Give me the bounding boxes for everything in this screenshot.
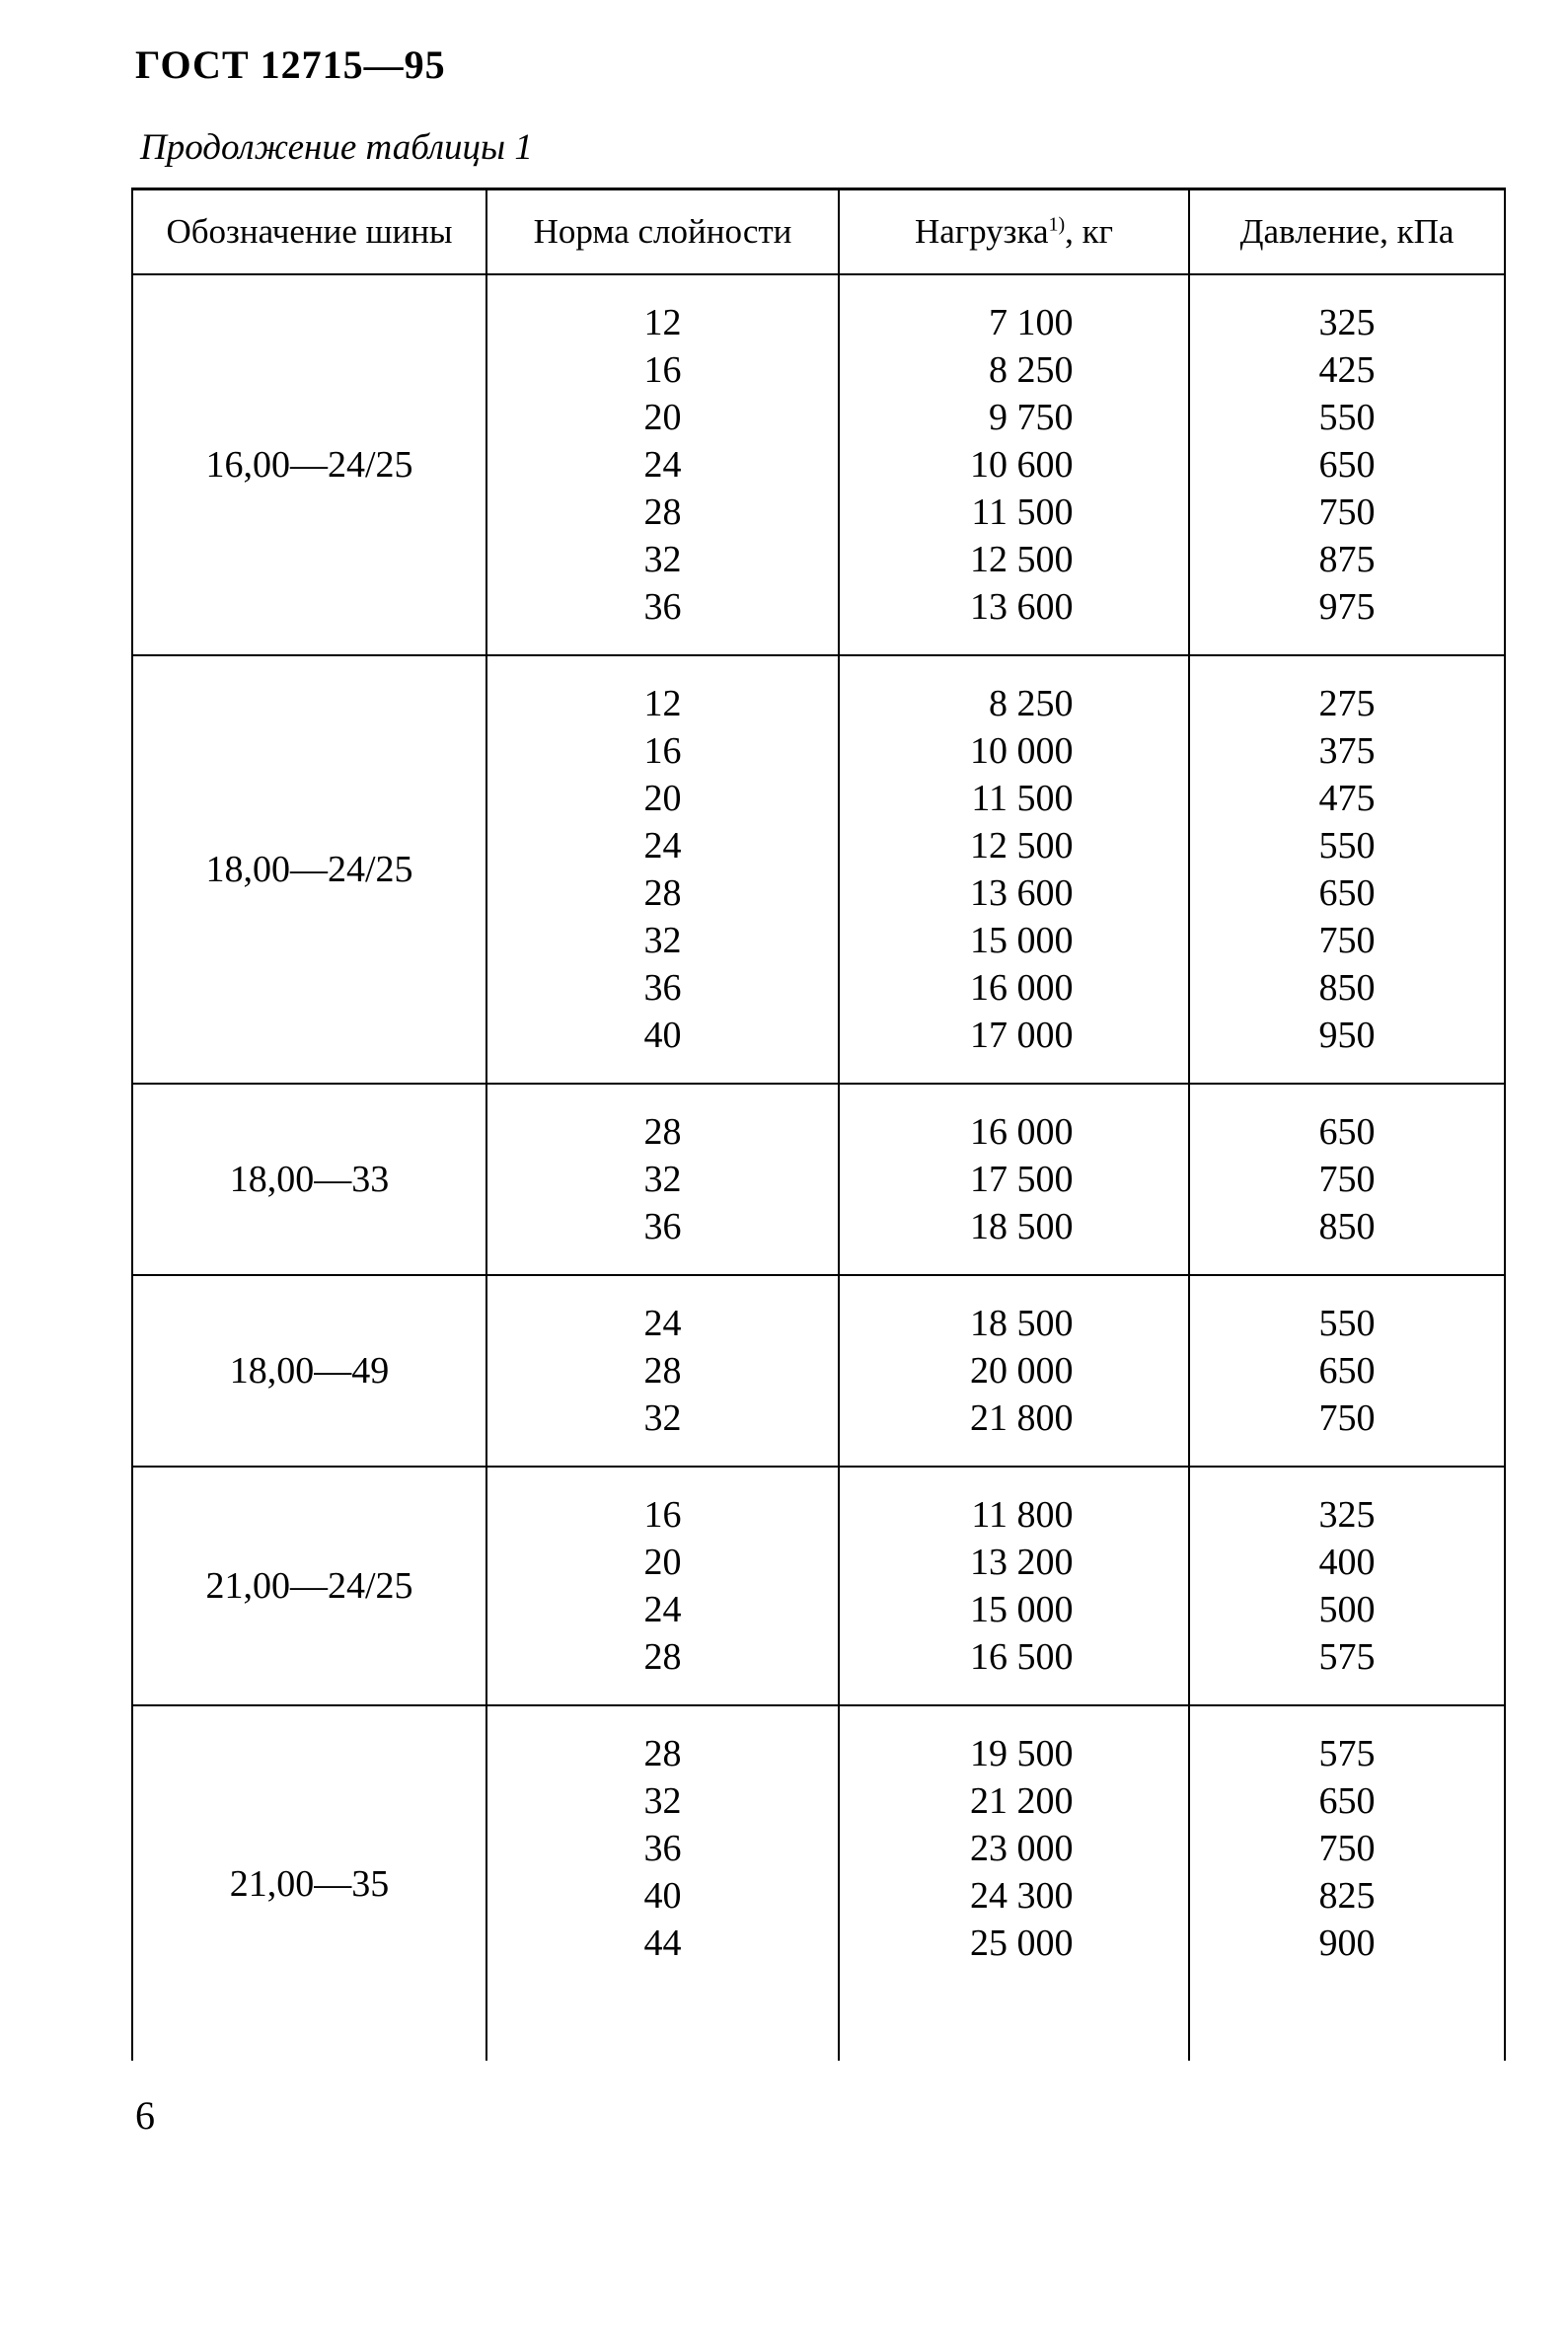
load-value: 12 500 <box>970 825 1074 867</box>
ply-rating-value: 28 <box>643 1636 682 1678</box>
pressure-value: 750 <box>1318 1159 1376 1200</box>
ply-rating-value: 24 <box>643 1589 682 1630</box>
pressure-value: 325 <box>1318 302 1376 343</box>
load-value: 16 000 <box>970 967 1074 1009</box>
load-value: 18 500 <box>970 1206 1074 1247</box>
load-value-cell <box>839 655 1189 1084</box>
load-footnote-ref: 1) <box>1048 213 1066 236</box>
pressure-value: 550 <box>1318 825 1376 867</box>
load-value: 13 600 <box>970 586 1074 628</box>
load-value: 15 000 <box>970 920 1074 961</box>
pressure-value: 650 <box>1318 1111 1376 1153</box>
ply-rating-value: 36 <box>643 967 682 1009</box>
table-continuation-caption: Продолжение таблицы 1 <box>140 127 533 168</box>
pressure-value-cell <box>1189 655 1505 1084</box>
load-value: 12 500 <box>970 539 1074 580</box>
ply-rating-value: 44 <box>643 1922 682 1964</box>
load-value-cell <box>839 1467 1189 1705</box>
pressure-value: 575 <box>1318 1636 1376 1678</box>
pressure-value: 375 <box>1318 730 1376 772</box>
load-value: 23 000 <box>970 1828 1074 1869</box>
load-value: 8 250 <box>989 683 1074 724</box>
ply-rating-value: 32 <box>643 1780 682 1822</box>
standard-number: ГОСТ 12715—95 <box>135 42 446 87</box>
ply-rating-value: 40 <box>643 1875 682 1917</box>
pressure-value: 850 <box>1318 967 1376 1009</box>
ply-rating-value: 36 <box>643 586 682 628</box>
tire-group-row <box>132 1084 1505 1275</box>
load-value-cell <box>839 274 1189 655</box>
load-value: 19 500 <box>970 1733 1074 1774</box>
pressure-value: 650 <box>1318 1350 1376 1392</box>
tire-group-row <box>132 1705 1505 2061</box>
tire-group-row <box>132 655 1505 1084</box>
tire-designation-cell: 18,00—24/25 <box>132 655 486 1084</box>
tire-designation-cell: 18,00—33 <box>132 1084 486 1275</box>
ply-rating-value: 20 <box>643 1542 682 1583</box>
pressure-value: 875 <box>1318 539 1376 580</box>
load-value: 13 200 <box>970 1542 1074 1583</box>
ply-rating-value: 28 <box>643 1350 682 1392</box>
load-value: 25 000 <box>970 1922 1074 1964</box>
col-header-pressure: Давление, кПа <box>1189 189 1505 275</box>
ply-rating-value-cell <box>486 1467 839 1705</box>
load-value: 10 000 <box>970 730 1074 772</box>
col-header-load <box>839 189 1189 275</box>
pressure-value: 650 <box>1318 1780 1376 1822</box>
pressure-value-cell <box>1189 274 1505 655</box>
pressure-value: 750 <box>1318 491 1376 533</box>
pressure-value: 425 <box>1318 349 1376 391</box>
pressure-value: 500 <box>1318 1589 1376 1630</box>
pressure-value: 550 <box>1318 1303 1376 1344</box>
load-label: Нагрузка <box>914 212 1049 251</box>
tire-designation-cell: 21,00—35 <box>132 1705 486 2061</box>
load-value: 11 500 <box>971 491 1074 533</box>
ply-rating-value: 36 <box>643 1206 682 1247</box>
ply-rating-value: 32 <box>643 920 682 961</box>
load-value: 16 000 <box>970 1111 1074 1153</box>
load-value: 18 500 <box>970 1303 1074 1344</box>
ply-rating-value: 12 <box>643 683 682 724</box>
ply-rating-value: 28 <box>643 1733 682 1774</box>
load-value-cell <box>839 1084 1189 1275</box>
pressure-value: 850 <box>1318 1206 1376 1247</box>
ply-rating-value-cell <box>486 1705 839 2061</box>
load-value: 21 200 <box>970 1780 1074 1822</box>
ply-rating-value: 12 <box>643 302 682 343</box>
load-value: 20 000 <box>970 1350 1074 1392</box>
load-value: 21 800 <box>970 1397 1074 1439</box>
pressure-value: 950 <box>1318 1015 1376 1056</box>
ply-rating-value: 28 <box>643 491 682 533</box>
col-header-designation: Обозначение шины <box>132 189 486 275</box>
pressure-value-cell <box>1189 1467 1505 1705</box>
load-value: 10 600 <box>970 444 1074 486</box>
pressure-value: 575 <box>1318 1733 1376 1774</box>
ply-rating-value: 32 <box>643 1159 682 1200</box>
ply-rating-value-cell <box>486 274 839 655</box>
page-number: 6 <box>135 2093 155 2138</box>
load-value: 8 250 <box>989 349 1074 391</box>
tire-designation-cell: 16,00—24/25 <box>132 274 486 655</box>
pressure-value: 900 <box>1318 1922 1376 1964</box>
pressure-value: 825 <box>1318 1875 1376 1917</box>
tire-group-row <box>132 1275 1505 1467</box>
pressure-value: 275 <box>1318 683 1376 724</box>
ply-rating-value: 24 <box>643 1303 682 1344</box>
load-value-cell <box>839 1275 1189 1467</box>
ply-rating-value: 20 <box>643 397 682 438</box>
pressure-value: 400 <box>1318 1542 1376 1583</box>
table-header-row <box>132 189 1505 275</box>
pressure-value-cell <box>1189 1705 1505 2061</box>
ply-rating-value: 32 <box>643 1397 682 1439</box>
tire-designation-cell: 21,00—24/25 <box>132 1467 486 1705</box>
load-value: 11 800 <box>971 1494 1074 1536</box>
load-unit: , кг <box>1065 212 1114 251</box>
load-value: 13 600 <box>970 872 1074 914</box>
pressure-value: 550 <box>1318 397 1376 438</box>
pressure-value: 750 <box>1318 1397 1376 1439</box>
ply-rating-value: 40 <box>643 1015 682 1056</box>
ply-rating-value: 36 <box>643 1828 682 1869</box>
pressure-value-cell <box>1189 1084 1505 1275</box>
pressure-value: 650 <box>1318 872 1376 914</box>
ply-rating-value: 16 <box>643 730 682 772</box>
ply-rating-value: 16 <box>643 349 682 391</box>
ply-rating-value: 24 <box>643 444 682 486</box>
col-header-ply-rating: Норма слойности <box>486 189 839 275</box>
ply-rating-value: 28 <box>643 1111 682 1153</box>
ply-rating-value: 24 <box>643 825 682 867</box>
ply-rating-value: 16 <box>643 1494 682 1536</box>
load-value-cell <box>839 1705 1189 2061</box>
load-value: 17 500 <box>970 1159 1074 1200</box>
pressure-value-cell <box>1189 1275 1505 1467</box>
pressure-value: 750 <box>1318 1828 1376 1869</box>
load-value: 24 300 <box>970 1875 1074 1917</box>
pressure-value: 650 <box>1318 444 1376 486</box>
load-value: 11 500 <box>971 778 1074 819</box>
tire-group-row <box>132 274 1505 655</box>
pressure-value: 325 <box>1318 1494 1376 1536</box>
pressure-value: 750 <box>1318 920 1376 961</box>
pressure-value: 475 <box>1318 778 1376 819</box>
ply-rating-value: 28 <box>643 872 682 914</box>
ply-rating-value-cell <box>486 1275 839 1467</box>
table-body <box>132 274 1505 2061</box>
load-value: 17 000 <box>970 1015 1074 1056</box>
ply-rating-value: 20 <box>643 778 682 819</box>
tire-load-table <box>131 188 1506 2061</box>
tire-group-row <box>132 1467 1505 1705</box>
load-value: 7 100 <box>989 302 1074 343</box>
tire-designation-cell: 18,00—49 <box>132 1275 486 1467</box>
ply-rating-value: 32 <box>643 539 682 580</box>
load-value: 15 000 <box>970 1589 1074 1630</box>
load-value: 16 500 <box>970 1636 1074 1678</box>
load-value: 9 750 <box>989 397 1074 438</box>
ply-rating-value-cell <box>486 655 839 1084</box>
ply-rating-value-cell <box>486 1084 839 1275</box>
pressure-value: 975 <box>1318 586 1376 628</box>
